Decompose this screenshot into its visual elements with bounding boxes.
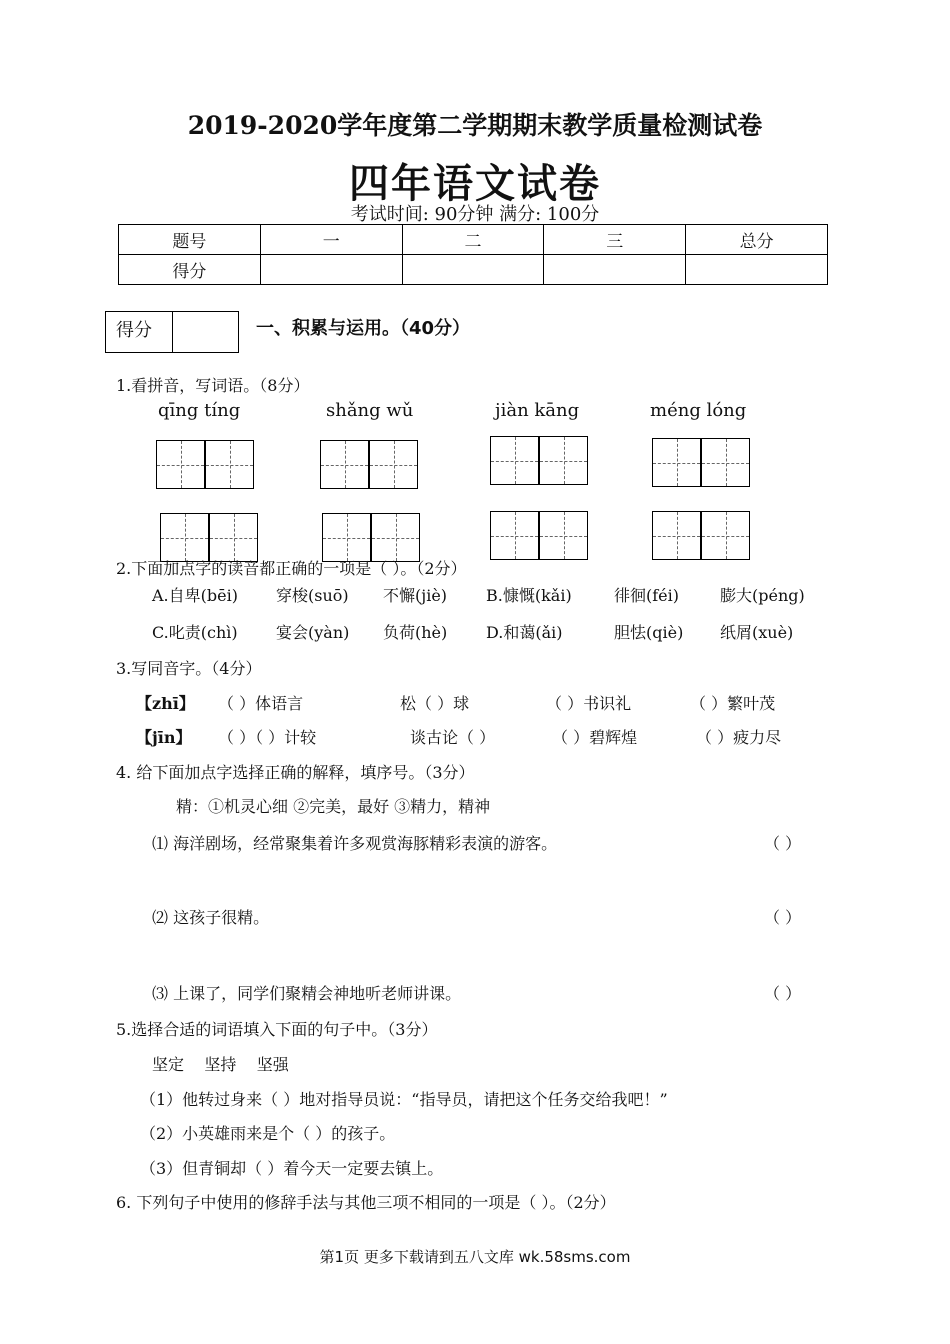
q3-row1-item: （ ）繁叶茂	[690, 694, 776, 713]
q3-row1-item: （ ）体语言	[218, 694, 304, 713]
q4-item-3: ⑶ 上课了，同学们聚精会神地听老师讲课。	[152, 984, 462, 1003]
page-footer: 第1页 更多下载请到五八文库 wk.58sms.com	[319, 1248, 631, 1266]
q3-row2-item: （ ）疲力尽	[696, 728, 782, 747]
section1-title: 一、积累与运用。（40分）	[256, 318, 471, 339]
q2-option: 不懈(jiè)	[383, 586, 448, 605]
score-header-cell: 三	[544, 225, 686, 255]
exam-info: 考试时间: 90分钟 满分: 100分	[350, 204, 600, 225]
q5-item-2: （2）小英雄雨来是个（ ）的孩子。	[140, 1124, 396, 1143]
q2-option: B.慷慨(kǎi)	[486, 586, 572, 605]
score-table-score-row	[119, 255, 828, 285]
q2-option: A.自卑(bēi)	[152, 586, 238, 605]
q4-answer-paren[interactable]: （ ）	[764, 984, 802, 1003]
q1-pinyin-4: méng lóng	[650, 400, 747, 421]
score-table-header-row	[119, 225, 828, 255]
q2-option: 负荷(hè)	[383, 623, 448, 642]
q3-row1-item: 松（ ）球	[400, 694, 470, 713]
score-header-cell: 一	[260, 225, 402, 255]
q2-prompt: 2.下面加点字的读音都正确的一项是（ ）。（2分）	[116, 559, 467, 578]
q2-option: 宴会(yàn)	[276, 623, 350, 642]
score-cell	[402, 255, 544, 285]
q4-prompt: 4. 给下面加点字选择正确的解释，填序号。（3分）	[116, 763, 475, 782]
q2-option: 膨大(péng)	[720, 586, 805, 605]
q5-prompt: 5.选择合适的词语填入下面的句子中。（3分）	[116, 1020, 438, 1039]
q3-row1-pinyin: 【zhī】	[136, 694, 195, 713]
q1-pinyin-1: qīng tíng	[158, 400, 241, 421]
answer-grid[interactable]	[652, 438, 752, 488]
score-header-cell: 总分	[686, 225, 828, 255]
q5-item-1: （1）他转过身来（ ）地对指导员说：“指导员，请把这个任务交给我吧！”	[140, 1090, 668, 1109]
q1-prompt: 1.看拼音，写词语。（8分）	[116, 376, 310, 395]
q1-pinyin-3: jiàn kāng	[495, 400, 580, 421]
q3-row2-item: （ ）碧辉煌	[552, 728, 638, 747]
q2-option: D.和蔼(ǎi)	[486, 623, 563, 642]
section-score-divider	[172, 312, 173, 352]
score-cell	[544, 255, 686, 285]
score-header-cell: 二	[402, 225, 544, 255]
answer-grid[interactable]	[320, 440, 420, 490]
score-table	[118, 224, 828, 285]
q3-row1-item: （ ）书识礼	[546, 694, 632, 713]
q4-answer-paren[interactable]: （ ）	[764, 834, 802, 853]
section-score-label: 得分	[116, 320, 152, 341]
q2-option: C.叱责(chì)	[152, 623, 238, 642]
section-score-box	[105, 311, 239, 353]
q4-item-2: ⑵ 这孩子很精。	[152, 908, 270, 927]
q2-option: 穿梭(suō)	[276, 586, 349, 605]
q4-answer-paren[interactable]: （ ）	[764, 908, 802, 927]
q2-option: 胆怯(qiè)	[614, 623, 684, 642]
q6-prompt: 6. 下列句子中使用的修辞手法与其他三项不相同的一项是（ ）。（2分）	[116, 1193, 616, 1212]
q3-row2-item: 谈古论（ ）	[410, 728, 496, 747]
answer-grid[interactable]	[652, 511, 752, 561]
exam-title: 2019-2020学年度第二学期期末教学质量检测试卷	[187, 111, 763, 140]
exam-subtitle: 四年语文试卷	[349, 161, 601, 207]
score-cell	[686, 255, 828, 285]
q2-option: 徘徊(féi)	[614, 586, 679, 605]
score-row-label: 得分	[119, 255, 261, 285]
answer-grid[interactable]	[156, 440, 256, 490]
q5-words: 坚定 坚持 坚强	[152, 1055, 289, 1074]
q1-pinyin-2: shǎng wǔ	[326, 400, 414, 421]
answer-grid[interactable]	[490, 511, 590, 561]
q3-row2-pinyin: 【jīn】	[136, 728, 192, 747]
q5-item-3: （3）但青铜却（ ）着今天一定要去镇上。	[140, 1159, 444, 1178]
score-cell	[260, 255, 402, 285]
q4-item-1: ⑴ 海洋剧场，经常聚集着许多观赏海豚精彩表演的游客。	[152, 834, 558, 853]
answer-grid[interactable]	[490, 436, 590, 486]
q2-option: 纸屑(xuè)	[720, 623, 794, 642]
q4-definition: 精：①机灵心细 ②完美，最好 ③精力，精神	[176, 797, 491, 816]
q3-row2-item: （ ）（ ）计较	[218, 728, 317, 747]
q3-prompt: 3.写同音字。（4分）	[116, 659, 262, 678]
score-header-cell: 题号	[119, 225, 261, 255]
